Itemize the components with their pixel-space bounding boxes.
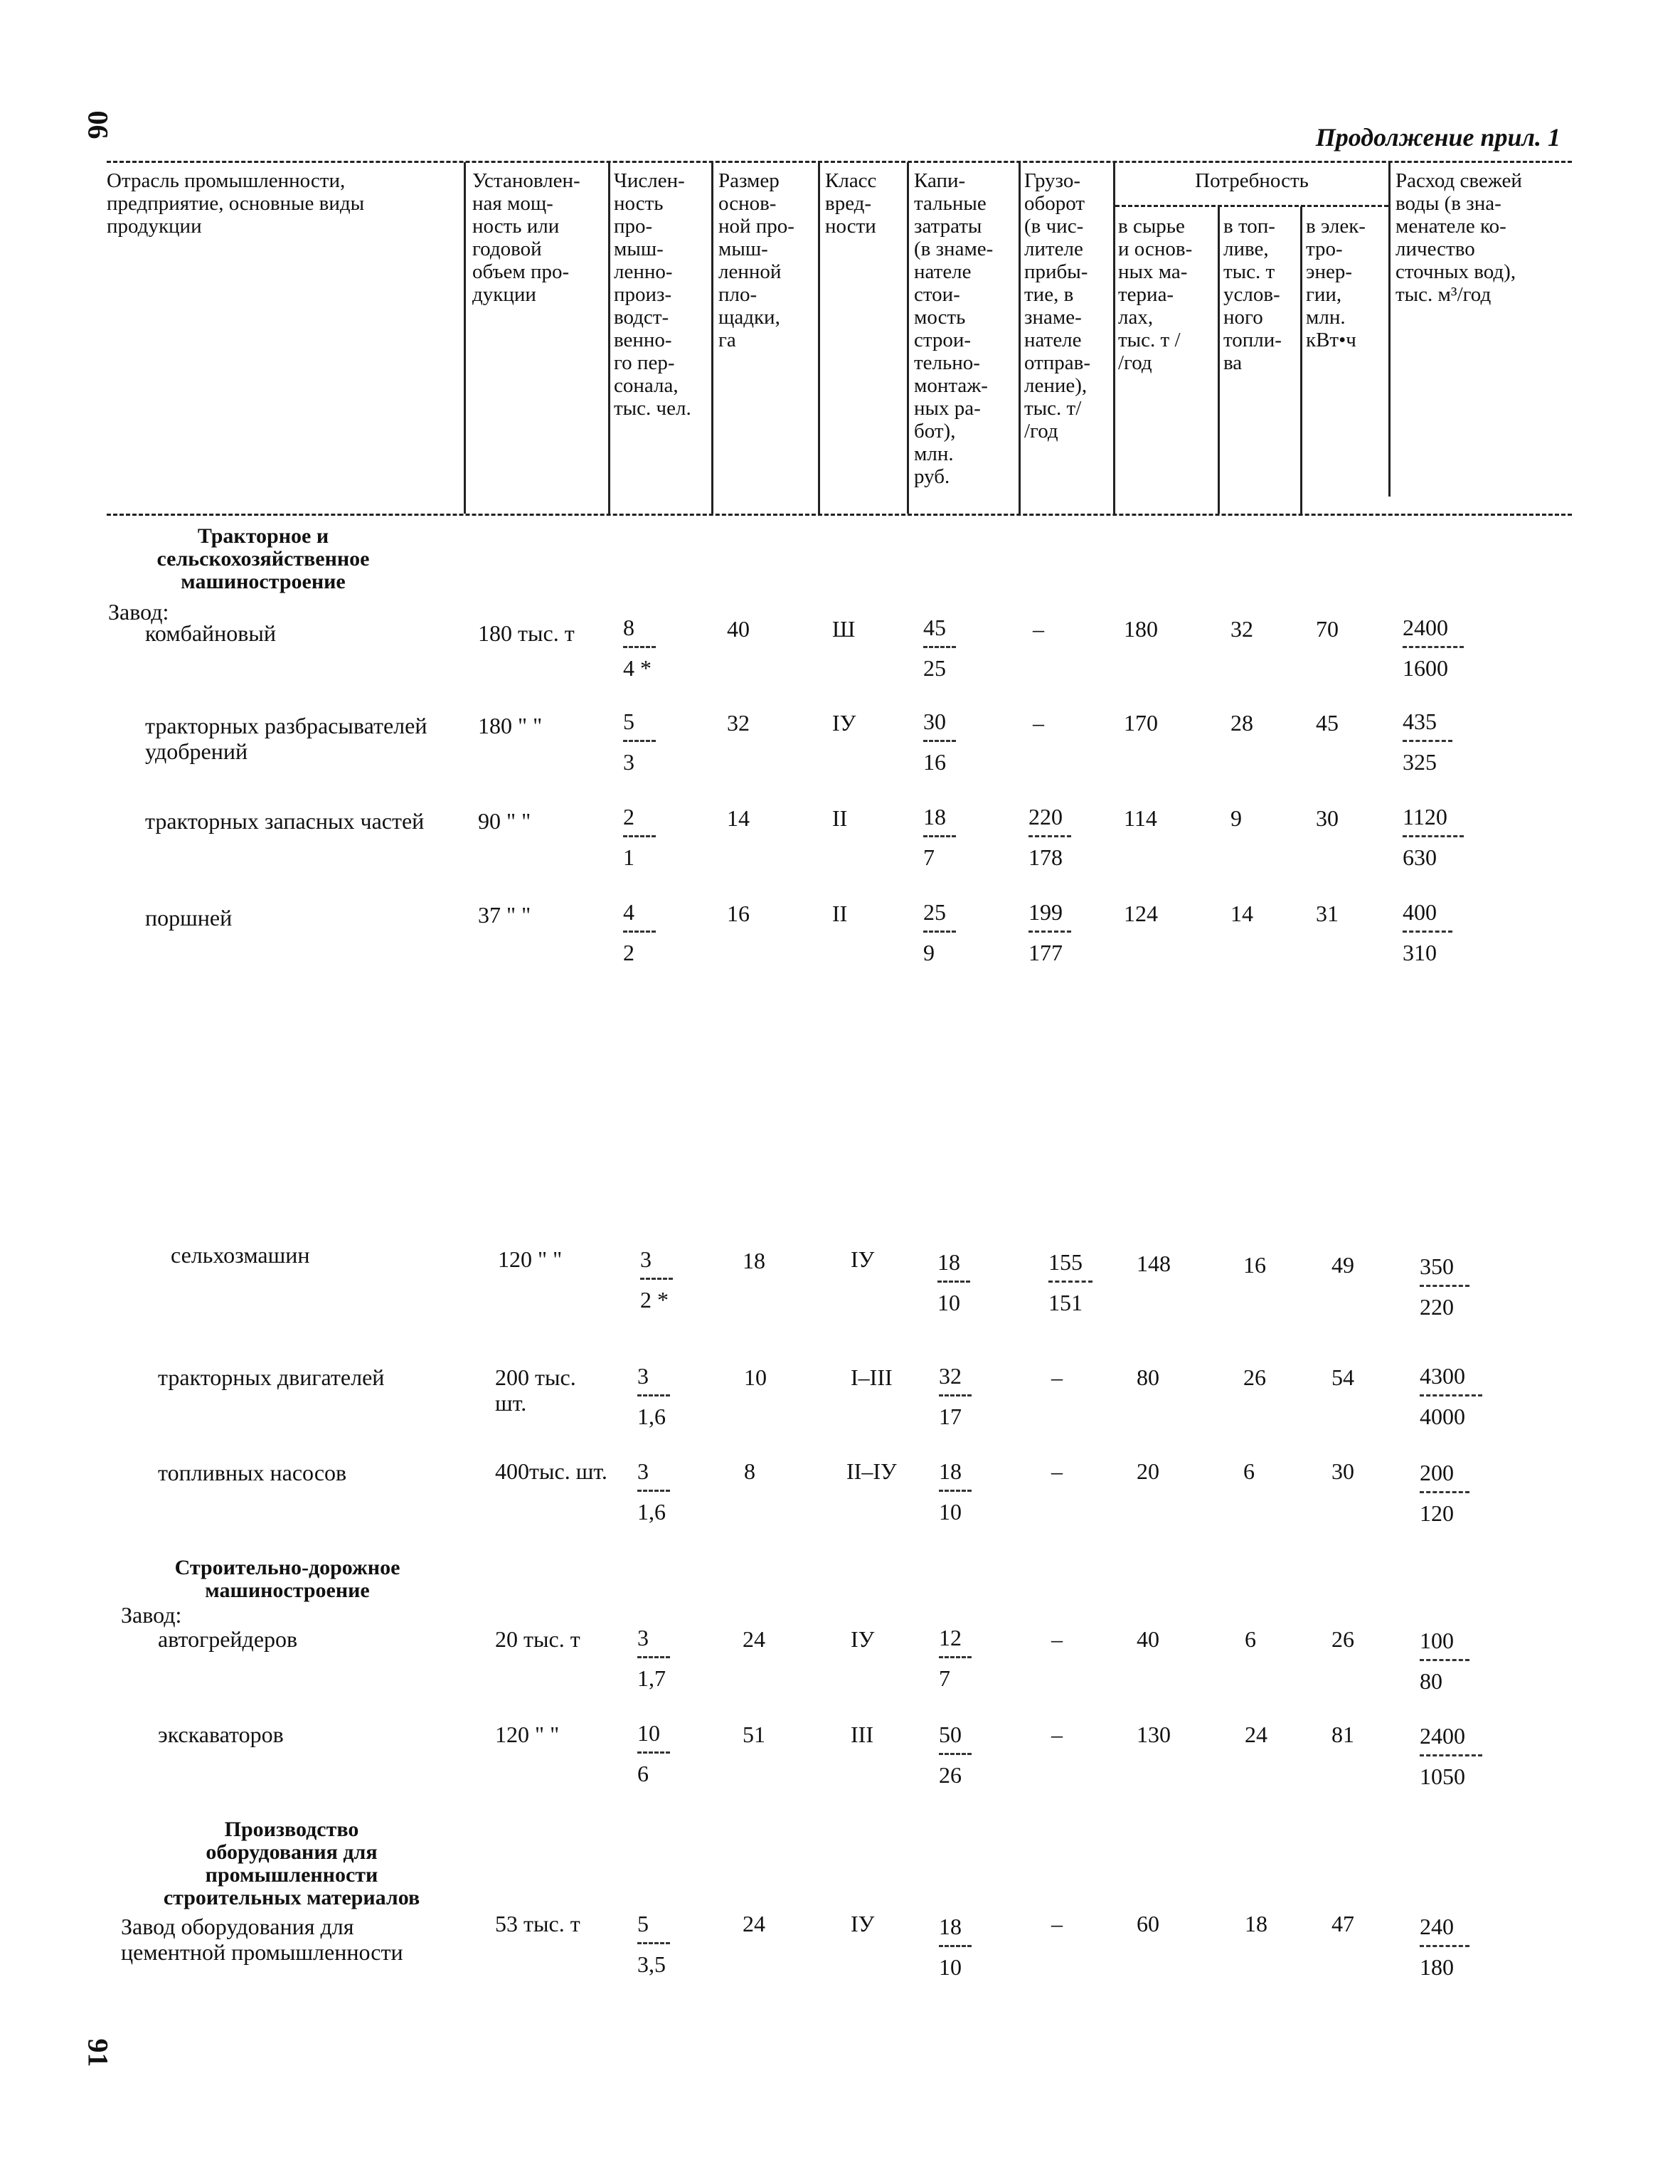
row-capex: 18 10 xyxy=(939,1914,972,1980)
row-water: 2400 1050 xyxy=(1420,1723,1482,1789)
header-hazard-class: Класс вред- ности xyxy=(825,169,877,238)
row-power: 26 xyxy=(1331,1626,1354,1652)
row-hazard-class: Ш xyxy=(832,616,856,642)
row-hazard-class: III xyxy=(851,1722,873,1747)
row-staff: 4 2 xyxy=(623,899,656,965)
row-area: 24 xyxy=(743,1911,765,1936)
row-fuel: 26 xyxy=(1243,1364,1266,1390)
col-divider xyxy=(608,162,610,514)
row-capacity: 120 " " xyxy=(498,1246,563,1272)
row-fuel: 18 xyxy=(1245,1911,1267,1936)
row-name: автогрейдеров xyxy=(158,1626,298,1652)
col-divider xyxy=(1300,206,1302,514)
row-water: 100 80 xyxy=(1420,1628,1469,1694)
row-area: 32 xyxy=(727,710,750,736)
row-capacity: 53 тыс. т xyxy=(495,1911,580,1936)
row-capex: 18 10 xyxy=(937,1249,970,1315)
header-power: в элек- тро- энер- гии, млн. кВт•ч xyxy=(1306,215,1366,351)
page-number-bottom: 91 xyxy=(82,2038,115,2067)
row-capex: 50 26 xyxy=(939,1722,972,1788)
col-divider xyxy=(711,162,713,514)
header-area: Размер основ- ной про- мыш- ленной пло- щадки, га xyxy=(718,169,794,351)
header-cargo: Грузо- оборот (в чис- лителе прибы- тие, в знаме- нателе отправ- ление), тыс. т/ /год xyxy=(1024,169,1091,442)
row-name: топливных насосов xyxy=(158,1460,347,1485)
row-fuel: 32 xyxy=(1230,616,1253,642)
header-raw: в сырье и основ- ных ма- териа- лах, тыс. т / /год xyxy=(1118,215,1193,374)
row-water: 350 220 xyxy=(1420,1253,1469,1320)
header-top-rule xyxy=(107,161,1572,163)
col-divider xyxy=(1019,162,1021,514)
row-name: сельхозмашин xyxy=(171,1242,310,1268)
row-hazard-class: IУ xyxy=(851,1911,875,1936)
row-fuel: 14 xyxy=(1230,901,1253,926)
row-area: 16 xyxy=(727,901,750,926)
section-title: Строительно-дорожное машиностроение xyxy=(174,1556,400,1602)
row-power: 30 xyxy=(1316,805,1339,831)
row-cargo: – xyxy=(1051,1911,1063,1936)
header-fuel: в топ- ливе, тыс. т услов- ного топли- ва xyxy=(1223,215,1282,374)
group-rule xyxy=(1115,205,1388,207)
row-cargo: – xyxy=(1051,1626,1063,1652)
row-fuel: 6 xyxy=(1245,1626,1256,1652)
row-power: 31 xyxy=(1316,901,1339,926)
row-cargo: – xyxy=(1051,1458,1063,1484)
row-capex: 45 25 xyxy=(923,615,956,681)
row-cargo: – xyxy=(1033,616,1044,642)
row-capacity: 20 тыс. т xyxy=(495,1626,580,1652)
row-staff: 3 1,6 xyxy=(637,1363,670,1429)
row-name: комбайновый xyxy=(145,620,277,646)
row-name: экскаваторов xyxy=(158,1722,284,1747)
row-raw: 114 xyxy=(1124,805,1157,831)
row-raw: 170 xyxy=(1124,710,1158,736)
col-divider xyxy=(1388,162,1391,497)
col-divider xyxy=(464,162,466,514)
row-staff: 8 4 * xyxy=(623,615,656,681)
row-water: 200 120 xyxy=(1420,1460,1469,1526)
section-title: Тракторное и сельскохозяйственное машиностроение xyxy=(156,524,370,593)
row-raw: 20 xyxy=(1137,1458,1159,1484)
row-hazard-class: IУ xyxy=(851,1246,875,1272)
row-cargo: 155 151 xyxy=(1048,1249,1092,1315)
row-raw: 130 xyxy=(1137,1722,1171,1747)
row-capacity: 180 " " xyxy=(478,713,543,738)
row-hazard-class: IУ xyxy=(832,710,856,736)
header-demand-group: Потребность xyxy=(1195,169,1309,192)
row-area: 24 xyxy=(743,1626,765,1652)
col-divider xyxy=(1218,206,1220,514)
section-title: Производство оборудования для промышленности строительных материалов xyxy=(163,1818,420,1909)
row-area: 18 xyxy=(743,1248,765,1273)
row-name: тракторных двигателей xyxy=(158,1364,385,1390)
row-water: 1120 630 xyxy=(1403,804,1464,870)
row-staff: 3 2 * xyxy=(640,1246,673,1313)
row-staff: 3 1,7 xyxy=(637,1625,670,1691)
row-hazard-class: II xyxy=(832,901,848,926)
col-divider xyxy=(1113,162,1115,514)
row-capacity: 200 тыс. шт. xyxy=(495,1364,576,1416)
row-name: тракторных разбрасывателей удобрений xyxy=(145,713,427,764)
row-capacity: 90 " " xyxy=(478,808,531,834)
row-capex: 32 17 xyxy=(939,1363,972,1429)
row-raw: 148 xyxy=(1137,1251,1171,1276)
row-hazard-class: I–III xyxy=(851,1364,893,1390)
page-number-top: 06 xyxy=(82,110,115,139)
row-capex: 18 10 xyxy=(939,1458,972,1525)
row-water: 2400 1600 xyxy=(1403,615,1464,681)
row-staff: 5 3 xyxy=(623,709,656,775)
row-power: 30 xyxy=(1331,1458,1354,1484)
row-raw: 60 xyxy=(1137,1911,1159,1936)
row-area: 51 xyxy=(743,1722,765,1747)
row-fuel: 6 xyxy=(1243,1458,1255,1484)
row-fuel: 28 xyxy=(1230,710,1253,736)
row-name: Завод оборудования для цементной промышленности xyxy=(121,1914,403,1965)
header-capacity: Установлен- ная мощ- ность или годовой объем про- дукции xyxy=(472,169,580,306)
header-water: Расход свежей воды (в зна- менателе ко- личество сточных вод), тыс. м³/год xyxy=(1395,169,1522,306)
row-hazard-class: IУ xyxy=(851,1626,875,1652)
row-power: 47 xyxy=(1331,1911,1354,1936)
row-power: 81 xyxy=(1331,1722,1354,1747)
row-staff: 3 1,6 xyxy=(637,1458,670,1525)
group-label: Завод: xyxy=(108,599,169,625)
row-raw: 180 xyxy=(1124,616,1158,642)
row-cargo: 199 177 xyxy=(1028,899,1071,965)
row-fuel: 16 xyxy=(1243,1252,1266,1278)
row-capacity: 120 " " xyxy=(495,1722,560,1747)
row-hazard-class: II–IУ xyxy=(846,1458,897,1484)
row-capex: 12 7 xyxy=(939,1625,972,1691)
continuation-label: Продолжение прил. 1 xyxy=(1315,123,1561,152)
row-area: 40 xyxy=(727,616,750,642)
row-power: 70 xyxy=(1316,616,1339,642)
header-bottom-rule xyxy=(107,514,1572,516)
row-capex: 25 9 xyxy=(923,899,956,965)
row-water: 400 310 xyxy=(1403,899,1452,965)
row-area: 8 xyxy=(744,1458,755,1484)
row-cargo: – xyxy=(1051,1722,1063,1747)
row-area: 14 xyxy=(727,805,750,831)
row-area: 10 xyxy=(744,1364,767,1390)
col-divider xyxy=(818,162,820,514)
row-cargo: – xyxy=(1051,1364,1063,1390)
header-staff: Числен- ность про- мыш- ленно- произ- водст- венно- го пер- сонала, тыс. чел. xyxy=(614,169,691,420)
row-name: тракторных запасных частей xyxy=(145,808,425,834)
row-capex: 30 16 xyxy=(923,709,956,775)
header-industry: Отрасль промышленности, предприятие, основные виды продукции xyxy=(107,169,365,238)
row-raw: 124 xyxy=(1124,901,1158,926)
row-capacity: 37 " " xyxy=(478,902,531,928)
row-hazard-class: II xyxy=(832,805,848,831)
row-cargo: – xyxy=(1033,710,1044,736)
row-capex: 18 7 xyxy=(923,804,956,870)
row-water: 435 325 xyxy=(1403,709,1452,775)
row-staff: 10 6 xyxy=(637,1720,670,1786)
row-staff: 5 3,5 xyxy=(637,1911,670,1977)
row-fuel: 9 xyxy=(1230,805,1242,831)
row-fuel: 24 xyxy=(1245,1722,1267,1747)
row-name: поршней xyxy=(145,905,233,931)
col-divider xyxy=(907,162,909,514)
row-power: 54 xyxy=(1331,1364,1354,1390)
row-capacity: 400тыс. шт. xyxy=(495,1458,607,1484)
row-staff: 2 1 xyxy=(623,804,656,870)
row-power: 49 xyxy=(1331,1252,1354,1278)
row-raw: 80 xyxy=(1137,1364,1159,1390)
row-raw: 40 xyxy=(1137,1626,1159,1652)
row-power: 45 xyxy=(1316,710,1339,736)
row-water: 240 180 xyxy=(1420,1914,1469,1980)
header-capex: Капи- тальные затраты (в знаме- нателе стои- мость строи- тельно- монтаж- ных ра- бот), млн. руб. xyxy=(914,169,994,488)
group-label: Завод: xyxy=(121,1602,182,1628)
row-water: 4300 4000 xyxy=(1420,1363,1482,1429)
row-cargo: 220 178 xyxy=(1028,804,1071,870)
row-capacity: 180 тыс. т xyxy=(478,620,575,646)
